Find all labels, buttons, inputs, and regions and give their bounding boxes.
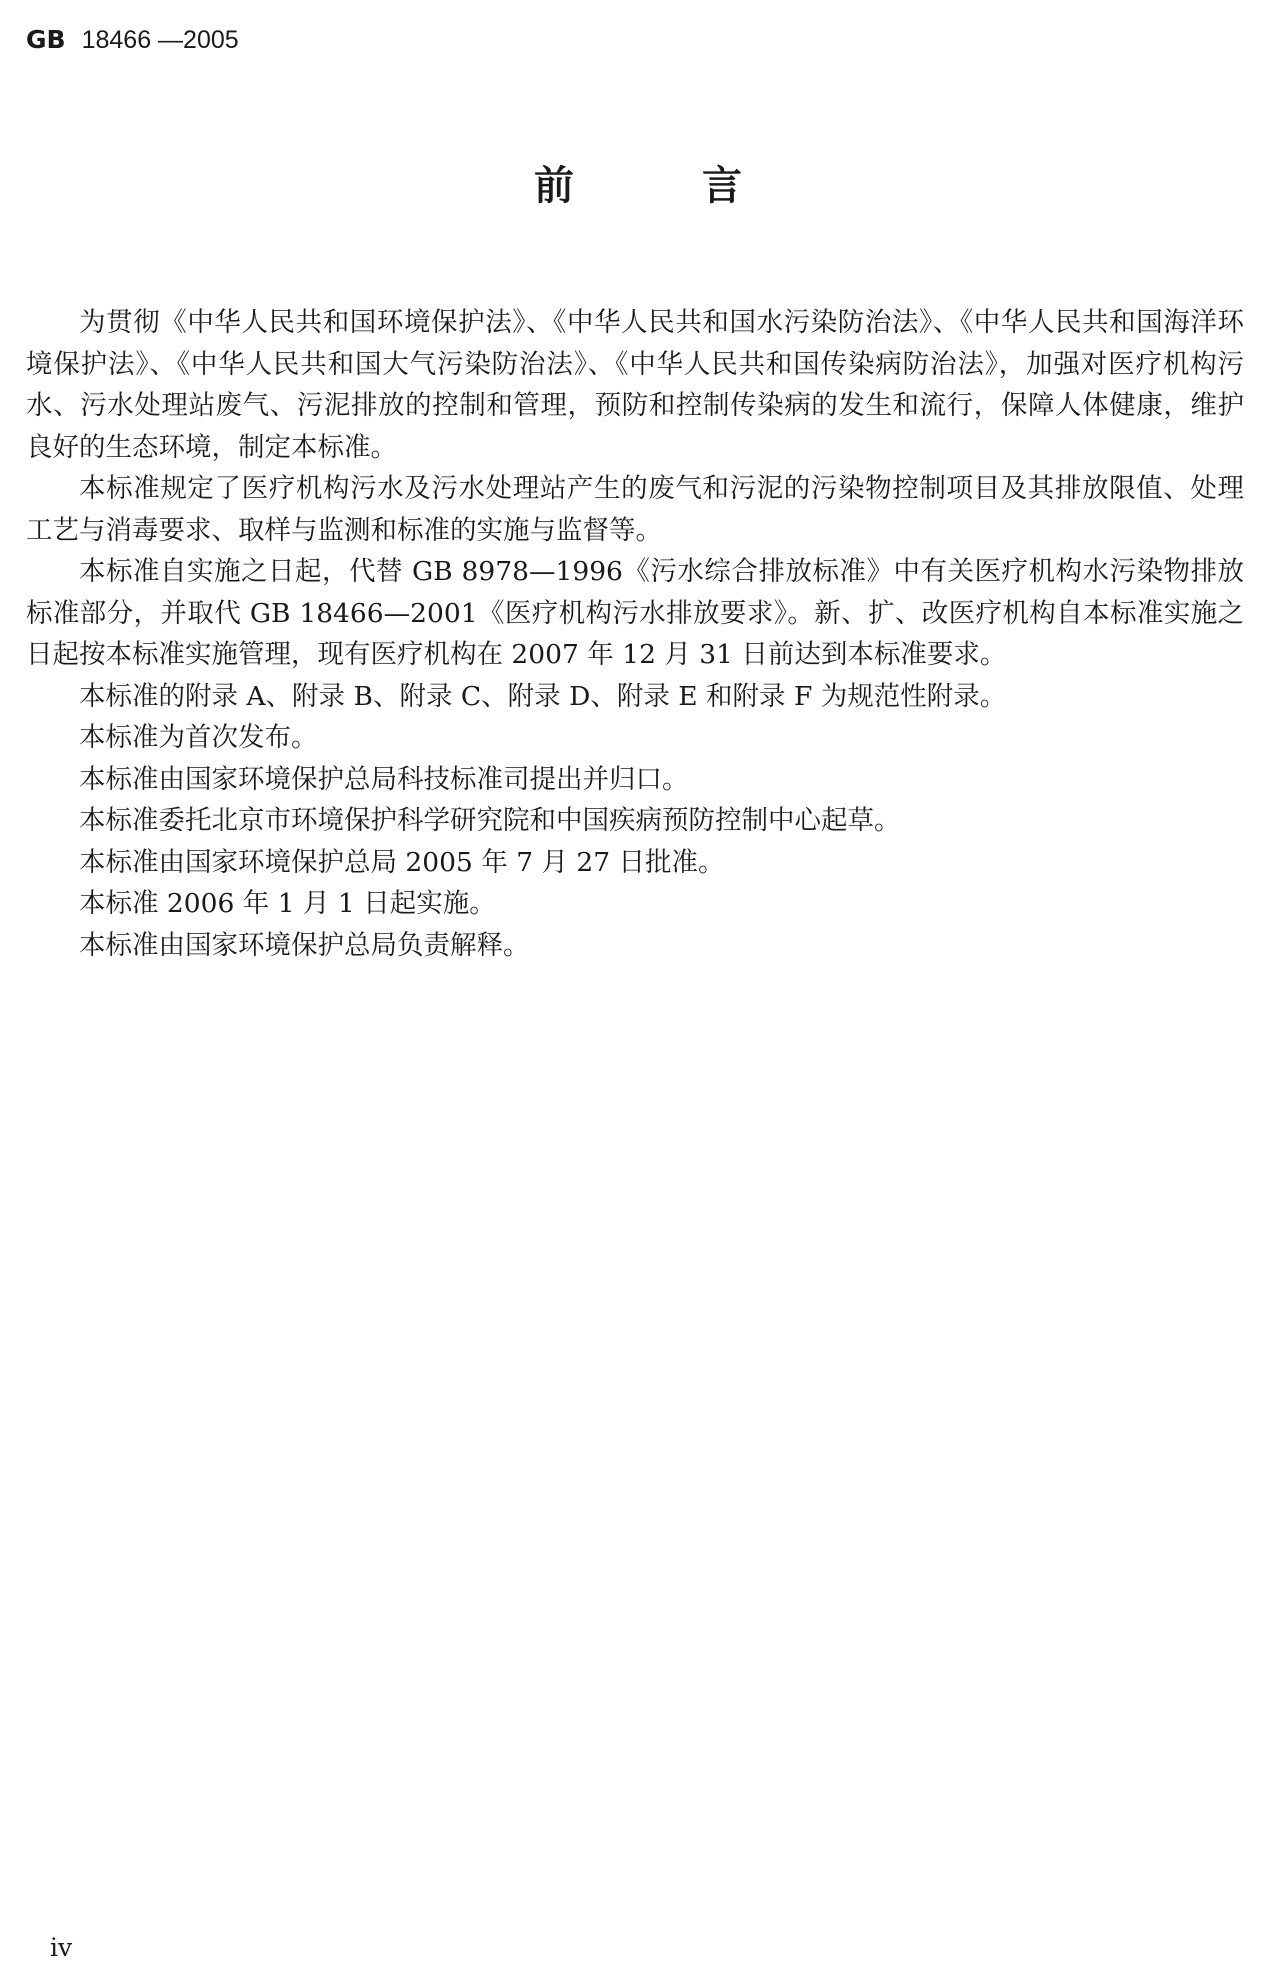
paragraph: 本标准为首次发布。: [79, 722, 318, 753]
page-title: 前言: [534, 163, 870, 209]
paragraph: 本标准由国家环境保护总局 2005 年 7 月 27 日批准。: [79, 846, 725, 878]
paragraph: 本标准自实施之日起，代替 GB 8978—1996《污水综合排放标准》中有关医疗机构水污染物排放标准部分，并取代 GB 18466—2001《医疗机构污水排放要求》。新、扩、改医疗机构自本标准实施之日起按本标准实施管理，现有医疗机构在 2007 年 12 月 31 日前达到本标准要求。: [26, 556, 1244, 670]
standard-code: GB: [26, 25, 66, 54]
paragraph: 本标准由国家环境保护总局科技标准司提出并归口。: [79, 763, 689, 795]
page-number: iv: [50, 1933, 73, 1962]
paragraph: 本标准委托北京市环境保护科学研究院和中国疾病预防控制中心起草。: [79, 805, 901, 836]
standard-number: 18466 —2005: [81, 26, 239, 54]
paragraph: 本标准 2006 年 1 月 1 日起实施。: [79, 888, 496, 919]
paragraph: 本标准的附录 A、附录 B、附录 C、附录 D、附录 E 和附录 F 为规范性附录。: [79, 680, 1007, 712]
paragraph: 本标准由国家环境保护总局负责解释。: [79, 929, 530, 961]
document-header: [26, 24, 239, 56]
paragraph: 为贯彻《中华人民共和国环境保护法》、《中华人民共和国水污染防治法》、《中华人民共和国海洋环境保护法》、《中华人民共和国大气污染防治法》、《中华人民共和国传染病防治法》，加强对医疗机构污水、污水处理站废气、污泥排放的控制和管理，预防和控制传染病的发生和流行，保障人体健康，维护良好的生态环境，制定本标准。: [26, 307, 1244, 463]
foreword-body: [26, 302, 1244, 966]
paragraph: 本标准规定了医疗机构污水及污水处理站产生的废气和污泥的污染物控制项目及其排放限值、处理工艺与消毒要求、取样与监测和标准的实施与监督等。: [26, 473, 1244, 546]
